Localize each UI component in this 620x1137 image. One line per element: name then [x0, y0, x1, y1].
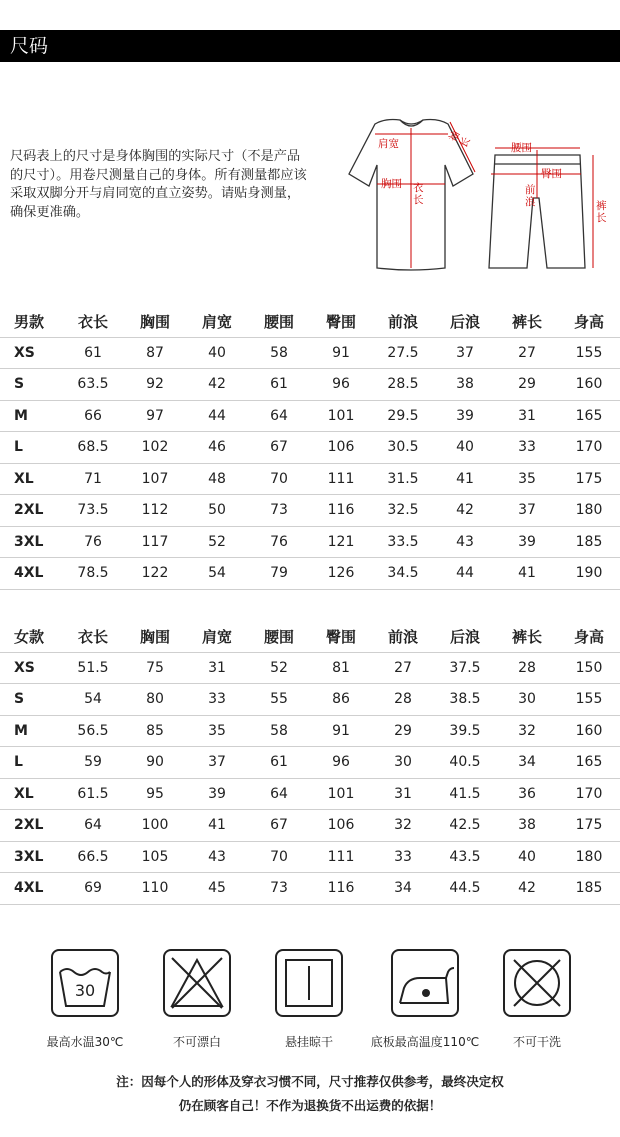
measurement-cell: 27.5: [372, 337, 434, 369]
measurement-cell: 34: [372, 873, 434, 905]
measurement-cell: 106: [310, 432, 372, 464]
measurement-cell: 31: [372, 778, 434, 810]
measurement-cell: 111: [310, 841, 372, 873]
women-header-cell: 肩宽: [186, 621, 248, 652]
label-pant-length: 裤长: [596, 200, 607, 224]
measurement-cell: 64: [248, 400, 310, 432]
measurement-cell: 29: [496, 369, 558, 401]
measurement-cell: 110: [124, 873, 186, 905]
measurement-cell: 160: [558, 369, 620, 401]
measurement-cell: 32.5: [372, 495, 434, 527]
care-label: 底板最高温度110℃: [370, 1035, 480, 1049]
measurement-cell: 42: [186, 369, 248, 401]
measurement-cell: 40: [496, 841, 558, 873]
women-header-cell: 臀围: [310, 621, 372, 652]
measurement-cell: 28.5: [372, 369, 434, 401]
table-row: [0, 778, 620, 810]
measurement-cell: 37: [496, 495, 558, 527]
measurement-cell: 95: [124, 778, 186, 810]
care-label: 不可干洗: [512, 1035, 561, 1049]
measurement-cell: 40: [434, 432, 496, 464]
size-cell: 2XL: [0, 495, 62, 527]
measurement-cell: 44: [434, 558, 496, 590]
measurement-cell: 27: [496, 337, 558, 369]
measurement-cell: 73: [248, 873, 310, 905]
measurement-cell: 69: [62, 873, 124, 905]
table-row: [0, 558, 620, 590]
measurement-cell: 51.5: [62, 652, 124, 684]
measurement-cell: 44.5: [434, 873, 496, 905]
table-row: [0, 747, 620, 779]
size-cell: L: [0, 432, 62, 464]
measurement-cell: 33: [496, 432, 558, 464]
measurement-cell: 165: [558, 747, 620, 779]
measurement-cell: 175: [558, 810, 620, 842]
men-header-cell: 肩宽: [186, 306, 248, 337]
label-chest: 胸围: [381, 178, 402, 190]
care-item-wash: [30, 948, 140, 1050]
measurement-cell: 43: [434, 526, 496, 558]
measurement-cell: 101: [310, 778, 372, 810]
men-header-row: [0, 306, 620, 337]
men-header-cell: 衣长: [62, 306, 124, 337]
measurement-cell: 52: [186, 526, 248, 558]
measurement-cell: 73.5: [62, 495, 124, 527]
measurement-cell: 56.5: [62, 715, 124, 747]
size-cell: 4XL: [0, 873, 62, 905]
measurement-cell: 42: [434, 495, 496, 527]
measurement-cell: 43.5: [434, 841, 496, 873]
measurement-cell: 155: [558, 337, 620, 369]
measurement-cell: 66: [62, 400, 124, 432]
measurement-cell: 31.5: [372, 463, 434, 495]
measurement-cell: 121: [310, 526, 372, 558]
no-bleach-icon: [162, 948, 232, 1018]
measurement-cell: 39: [496, 526, 558, 558]
measurement-cell: 54: [62, 684, 124, 716]
measurement-cell: 87: [124, 337, 186, 369]
care-label: 悬挂晾干: [284, 1035, 333, 1049]
measurement-cell: 75: [124, 652, 186, 684]
wash-temperature: 30: [74, 981, 96, 1000]
measurement-cell: 70: [248, 463, 310, 495]
measurement-cell: 91: [310, 715, 372, 747]
measurement-cell: 41: [434, 463, 496, 495]
measurement-cell: 111: [310, 463, 372, 495]
measurement-cell: 180: [558, 841, 620, 873]
measurement-cell: 34: [496, 747, 558, 779]
measurement-cell: 76: [248, 526, 310, 558]
men-header-cell: 腰围: [248, 306, 310, 337]
measurement-cell: 80: [124, 684, 186, 716]
care-item-hang-dry: [254, 948, 364, 1050]
men-header-cell: 胸围: [124, 306, 186, 337]
measurement-figures: [315, 110, 620, 280]
women-size-table: [0, 621, 620, 905]
care-instructions: [0, 948, 620, 1048]
men-header-cell: 男款: [0, 306, 62, 337]
no-dry-clean-icon: [502, 948, 572, 1018]
label-hip: 臀围: [541, 168, 562, 180]
measurement-cell: 107: [124, 463, 186, 495]
measurement-cell: 58: [248, 337, 310, 369]
measurement-cell: 41.5: [434, 778, 496, 810]
women-header-cell: 前浪: [372, 621, 434, 652]
label-waist: 腰围: [511, 142, 532, 154]
care-item-dry-clean: [482, 948, 592, 1050]
table-row: [0, 495, 620, 527]
measurement-cell: 97: [124, 400, 186, 432]
measurement-cell: 67: [248, 432, 310, 464]
size-cell: M: [0, 400, 62, 432]
measurement-cell: 48: [186, 463, 248, 495]
table-row: [0, 810, 620, 842]
measurement-cell: 52: [248, 652, 310, 684]
note-line-1: 注：因每个人的形体及穿衣习惯不同，尺寸推荐仅供参考，最终决定权: [116, 1074, 504, 1089]
care-label: 不可漂白: [172, 1035, 221, 1049]
size-cell: XS: [0, 337, 62, 369]
measurement-cell: 43: [186, 841, 248, 873]
care-label: 最高水温30℃: [46, 1035, 124, 1049]
table-row: [0, 400, 620, 432]
label-length: 衣长: [413, 182, 424, 206]
measurement-cell: 86: [310, 684, 372, 716]
men-size-table: [0, 306, 620, 590]
size-cell: 2XL: [0, 810, 62, 842]
measurement-cell: 28: [496, 652, 558, 684]
measurement-cell: 39: [434, 400, 496, 432]
size-cell: 3XL: [0, 841, 62, 873]
measurement-cell: 37: [186, 747, 248, 779]
size-cell: S: [0, 684, 62, 716]
measurement-cell: 42: [496, 873, 558, 905]
size-cell: 3XL: [0, 526, 62, 558]
measurement-cell: 76: [62, 526, 124, 558]
measurement-cell: 70: [248, 841, 310, 873]
size-cell: L: [0, 747, 62, 779]
women-header-row: [0, 621, 620, 652]
page-header: [0, 30, 620, 62]
measurement-cell: 63.5: [62, 369, 124, 401]
measurement-cell: 105: [124, 841, 186, 873]
measurement-cell: 37: [434, 337, 496, 369]
measurement-cell: 46: [186, 432, 248, 464]
measurement-cell: 106: [310, 810, 372, 842]
measurement-cell: 42.5: [434, 810, 496, 842]
women-table-body: [0, 652, 620, 904]
measurement-cell: 117: [124, 526, 186, 558]
measurement-cell: 40: [186, 337, 248, 369]
size-cell: 4XL: [0, 558, 62, 590]
measurement-cell: 29.5: [372, 400, 434, 432]
women-header-cell: 女款: [0, 621, 62, 652]
table-row: [0, 715, 620, 747]
measurement-cell: 58: [248, 715, 310, 747]
measurement-cell: 92: [124, 369, 186, 401]
measurement-cell: 180: [558, 495, 620, 527]
note-line-2: 仍在顾客自己！不作为退换货不出运费的依据！: [178, 1098, 442, 1113]
measurement-cell: 126: [310, 558, 372, 590]
measurement-cell: 64: [248, 778, 310, 810]
measurement-cell: 102: [124, 432, 186, 464]
measurement-cell: 38: [496, 810, 558, 842]
measurement-cell: 73: [248, 495, 310, 527]
men-header-cell: 前浪: [372, 306, 434, 337]
size-cell: XL: [0, 778, 62, 810]
measurement-cell: 40.5: [434, 747, 496, 779]
measurement-cell: 59: [62, 747, 124, 779]
measurement-cell: 61: [248, 747, 310, 779]
size-cell: M: [0, 715, 62, 747]
measurement-cell: 33: [372, 841, 434, 873]
measurement-cell: 81: [310, 652, 372, 684]
measurement-cell: 38: [434, 369, 496, 401]
measurement-cell: 32: [372, 810, 434, 842]
measurement-cell: 68.5: [62, 432, 124, 464]
measurement-cell: 54: [186, 558, 248, 590]
measurement-cell: 36: [496, 778, 558, 810]
measurement-cell: 32: [496, 715, 558, 747]
measurement-cell: 27: [372, 652, 434, 684]
measurement-cell: 28: [372, 684, 434, 716]
measurement-cell: 96: [310, 747, 372, 779]
measurement-cell: 41: [186, 810, 248, 842]
measurement-cell: 100: [124, 810, 186, 842]
measurement-cell: 185: [558, 526, 620, 558]
measurement-cell: 79: [248, 558, 310, 590]
measurement-cell: 64: [62, 810, 124, 842]
measurement-instructions: 尺码表上的尺寸是身体胸围的实际尺寸（不是产品的尺寸）。用卷尺测量自己的身体。所有测量都应该采取双脚分开与肩同宽的直立姿势。请贴身测量，确保更准确。: [10, 149, 307, 220]
iron-icon: [390, 948, 460, 1018]
measurement-cell: 61: [248, 369, 310, 401]
measurement-cell: 35: [496, 463, 558, 495]
measurement-cell: 116: [310, 495, 372, 527]
measurement-cell: 71: [62, 463, 124, 495]
measurement-cell: 112: [124, 495, 186, 527]
care-item-iron: [370, 948, 480, 1050]
measurement-cell: 67: [248, 810, 310, 842]
men-header-cell: 臀围: [310, 306, 372, 337]
table-row: [0, 873, 620, 905]
disclaimer-note: [0, 1070, 620, 1118]
measurement-cell: 55: [248, 684, 310, 716]
measurement-cell: 122: [124, 558, 186, 590]
measurement-cell: 155: [558, 684, 620, 716]
measurement-cell: 29: [372, 715, 434, 747]
measurement-cell: 39.5: [434, 715, 496, 747]
measurement-cell: 165: [558, 400, 620, 432]
size-cell: S: [0, 369, 62, 401]
hang-dry-icon: [274, 948, 344, 1018]
size-cell: XL: [0, 463, 62, 495]
measurement-cell: 66.5: [62, 841, 124, 873]
measurement-cell: 35: [186, 715, 248, 747]
page-title: 尺码: [10, 35, 49, 57]
men-header-cell: 身高: [558, 306, 620, 337]
measurement-cell: 37.5: [434, 652, 496, 684]
measurement-cell: 30.5: [372, 432, 434, 464]
measurement-cell: 38.5: [434, 684, 496, 716]
table-row: [0, 337, 620, 369]
measurement-cell: 170: [558, 432, 620, 464]
measurement-cell: 190: [558, 558, 620, 590]
table-row: [0, 463, 620, 495]
measurement-cell: 170: [558, 778, 620, 810]
measurement-cell: 30: [372, 747, 434, 779]
label-front-rise: 前浪: [525, 184, 536, 208]
measurement-cell: 33: [186, 684, 248, 716]
measurement-cell: 33.5: [372, 526, 434, 558]
measurement-cell: 41: [496, 558, 558, 590]
measurement-cell: 116: [310, 873, 372, 905]
measurement-cell: 45: [186, 873, 248, 905]
table-row: [0, 526, 620, 558]
women-header-cell: 裤长: [496, 621, 558, 652]
measurement-cell: 31: [496, 400, 558, 432]
measurement-cell: 61: [62, 337, 124, 369]
measurement-cell: 175: [558, 463, 620, 495]
table-row: [0, 369, 620, 401]
women-header-cell: 衣长: [62, 621, 124, 652]
size-cell: XS: [0, 652, 62, 684]
label-shoulder: 肩宽: [378, 138, 399, 150]
table-row: [0, 432, 620, 464]
men-header-cell: 后浪: [434, 306, 496, 337]
label-sleeve: 袖长: [447, 128, 474, 150]
women-header-cell: 胸围: [124, 621, 186, 652]
measurement-cell: 61.5: [62, 778, 124, 810]
women-header-cell: 后浪: [434, 621, 496, 652]
measurement-cell: 85: [124, 715, 186, 747]
table-row: [0, 652, 620, 684]
measurement-cell: 34.5: [372, 558, 434, 590]
care-item-bleach: [142, 948, 252, 1050]
measurement-cell: 50: [186, 495, 248, 527]
measurement-cell: 185: [558, 873, 620, 905]
measurement-cell: 30: [496, 684, 558, 716]
women-header-cell: 身高: [558, 621, 620, 652]
measurement-cell: 96: [310, 369, 372, 401]
wash-30-icon: [50, 948, 120, 1018]
measurement-cell: 91: [310, 337, 372, 369]
measurement-cell: 78.5: [62, 558, 124, 590]
measurement-cell: 39: [186, 778, 248, 810]
measurement-cell: 44: [186, 400, 248, 432]
measurement-cell: 160: [558, 715, 620, 747]
measurement-cell: 90: [124, 747, 186, 779]
measurement-cell: 150: [558, 652, 620, 684]
men-table-body: [0, 337, 620, 589]
women-header-cell: 腰围: [248, 621, 310, 652]
measurement-cell: 31: [186, 652, 248, 684]
table-row: [0, 841, 620, 873]
men-header-cell: 裤长: [496, 306, 558, 337]
measurement-cell: 101: [310, 400, 372, 432]
table-row: [0, 684, 620, 716]
